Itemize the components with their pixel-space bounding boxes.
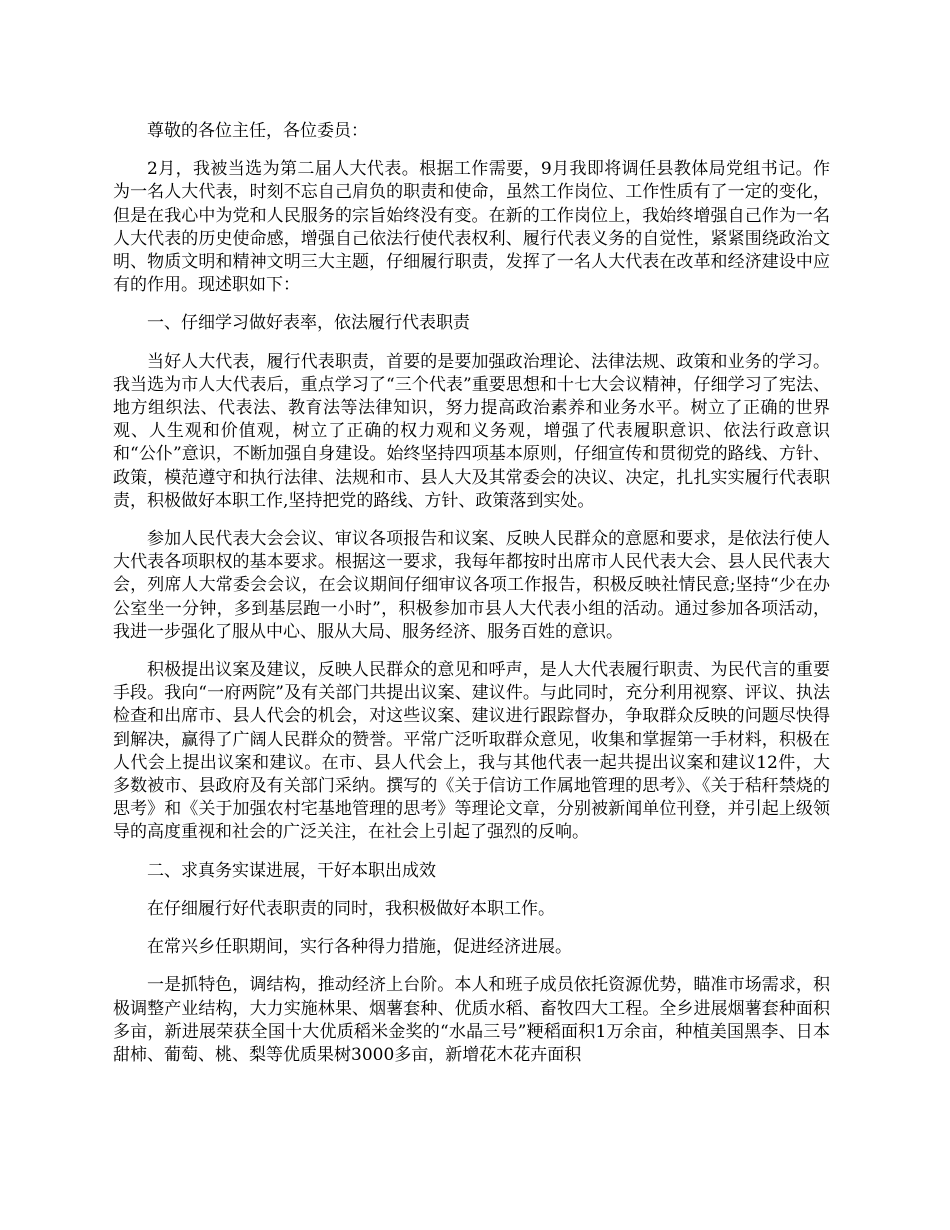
salutation: 尊敬的各位主任，各位委员： — [147, 121, 368, 141]
section-1-paragraph-3: 积极提出议案及建议，反映人民群众的意见和呼声，是人大代表履行职责、为民代言的重要手段。我向“一府两院”及有关部门共提出议案、建议件。与此同时，充分利用视察、评议、执法检查和出席市、县人代会的机会，对这些议案、建议进行跟踪督办，争取群众反映的问题尽快得到解决，赢得了广阔人民群众的赞誉。平常广泛听取群众意见，收集和掌握第一手材料，积极在人代会上提出议案和建议。在市、县人代会上，我与其他代表一起共提出议案和建议12件，大多数被市、县政府及有关部门采纳。撰写的《关于信访工作属地管理的思考》、《关于秸秆禁烧的思考》和《关于加强农村宅基地管理的思考》等理论文章，分别被新闻单位刊登，并引起上级领导的高度重视和社会的广泛关注，在社会上引起了强烈的反响。 — [113, 660, 830, 843]
section-1-paragraph-1: 当好人大代表，履行代表职责，首要的是要加强政治理论、法律法规、政策和业务的学习。我当选为市人大代表后，重点学习了“三个代表”重要思想和十七大会议精神，仔细学习了宪法、地方组织法、代表法、教育法等法律知识，努力提高政治素养和业务水平。树立了正确的世界观、人生观和价值观，树立了正确的权力观和义务观，增强了代表履职意识、依法行政意识和“公仆”意识，不断加强自身建设。始终坚持四项基本原则，仔细宣传和贯彻党的路线、方针、政策，模范遵守和执行法律、法规和市、县人大及其常委会的决议、决定，扎扎实实履行代表职责，积极做好本职工作,坚持把党的路线、方针、政策落到实处。 — [113, 351, 830, 511]
intro-paragraph: 2月，我被当选为第二届人大代表。根据工作需要，9月我即将调任县教体局党组书记。作为一名人大代表，时刻不忘自己肩负的职责和使命，虽然工作岗位、工作性质有了一定的变化，但是在我心中为党和人民服务的宗旨始终没有变。在新的工作岗位上，我始终增强自己作为一名人大代表的历史使命感，增强自己依法行使代表权利、履行代表义务的自觉性，紧紧围绕政治文明、物质文明和精神文明三大主题，仔细履行职责，发挥了一名人大代表在改革和经济建设中应有的作用。现述职如下： — [113, 159, 830, 296]
section-2-paragraph-1: 在仔细履行好代表职责的同时，我积极做好本职工作。 — [147, 898, 555, 919]
section-2-paragraph-3: 一是抓特色，调结构，推动经济上台阶。本人和班子成员依托资源优势，瞄准市场需求，积极调整产业结构，大力实施林果、烟薯套种、优质水稻、畜牧四大工程。全乡进展烟薯套种面积多亩，新进展荣获全国十大优质稻米金奖的“水晶三号”粳稻面积1万余亩，种植美国黑李、日本甜柿、葡萄、桃、梨等优质果树3000多亩，新增花木花卉面积 — [113, 975, 830, 1065]
section-1-heading: 一、仔细学习做好表率，依法履行代表职责 — [147, 313, 470, 334]
section-2-paragraph-2: 在常兴乡任职期间，实行各种得力措施，促进经济进展。 — [147, 937, 572, 958]
section-1-paragraph-2: 参加人民代表大会会议、审议各项报告和议案、反映人民群众的意愿和要求，是依法行使人大代表各项职权的基本要求。根据这一要求，我每年都按时出席市人民代表大会、县人民代表大会，列席人大常委会会议，在会议期间仔细审议各项工作报告，积极反映社情民意;坚持“少在办公室坐一分钟，多到基层跑一小时”，积极参加市县人大代表小组的活动。通过参加各项活动，我进一步强化了服从中心、服从大局、服务经济、服务百姓的意识。 — [113, 529, 830, 642]
section-2-heading: 二、求真务实谋进展，干好本职出成效 — [147, 860, 436, 881]
